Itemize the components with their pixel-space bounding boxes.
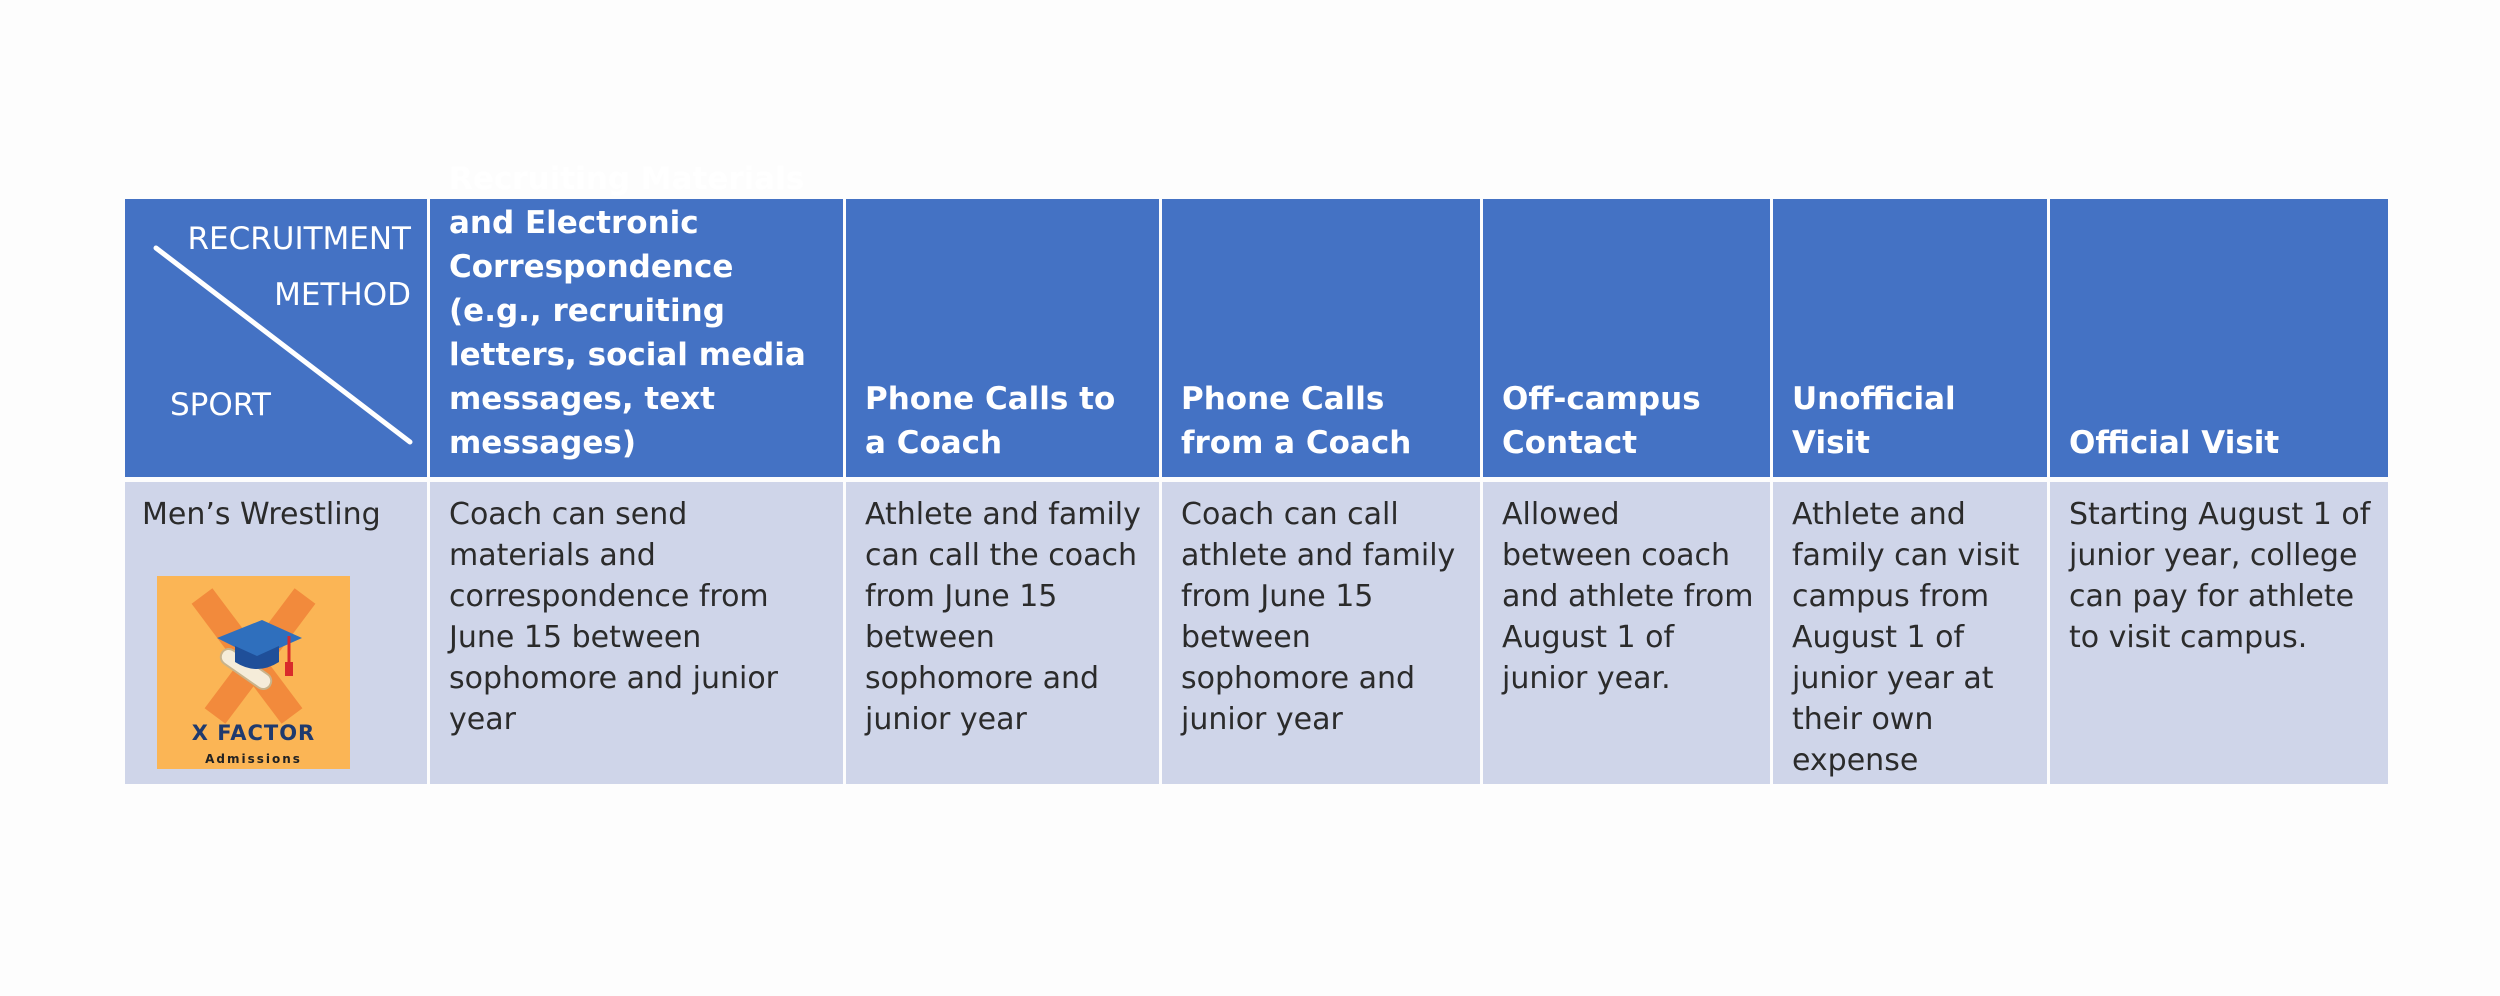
sport-cell [125,482,427,784]
cell-off-campus-contact: Allowed between coach and athlete from August 1 of junior year. [1483,482,1770,784]
corner-label-recruitment: RECRUITMENT [187,221,411,257]
sport-name: Men’s Wrestling [142,497,381,532]
header-label: Off-campus Contact [1502,381,1701,461]
header-unofficial-visit [1773,199,2047,477]
header-recruiting-materials [430,161,843,477]
header-phone-calls-to-coach [846,199,1159,477]
header-label: Phone Calls to a Coach [865,381,1116,461]
header-label: Recruiting Materials and Electronic Correspondence (e.g., recruiting letters, social media messages, text messages) [449,161,806,461]
corner-header-cell [125,199,427,477]
header-label: Official Visit [2069,425,2280,461]
header-label: Phone Calls from a Coach [1181,381,1412,461]
x-factor-logo [157,576,350,769]
header-off-campus-contact [1483,199,1770,477]
cell-phone-calls-from-coach: Coach can call athlete and family from June 15 between sophomore and junior year [1162,482,1480,784]
cell-unofficial-visit: Athlete and family can visit campus from August 1 of junior year at their own expense [1773,482,2047,784]
logo-brand-text: X FACTOR [191,721,316,745]
corner-label-method: METHOD [274,277,411,313]
recruiting-rules-table [125,161,2375,784]
corner-label-sport: SPORT [170,387,271,423]
header-label: Unofficial Visit [1792,381,1956,461]
header-phone-calls-from-coach [1162,199,1480,477]
header-official-visit [2050,199,2388,477]
cell-official-visit: Starting August 1 of junior year, college can pay for athlete to visit campus. [2050,482,2388,784]
cell-phone-calls-to-coach: Athlete and family can call the coach from June 15 between sophomore and junior year [846,482,1159,784]
cell-recruiting-materials: Coach can send materials and correspondence from June 15 between sophomore and junior year [430,482,843,784]
logo-subtitle-text: Admissions [205,752,302,766]
